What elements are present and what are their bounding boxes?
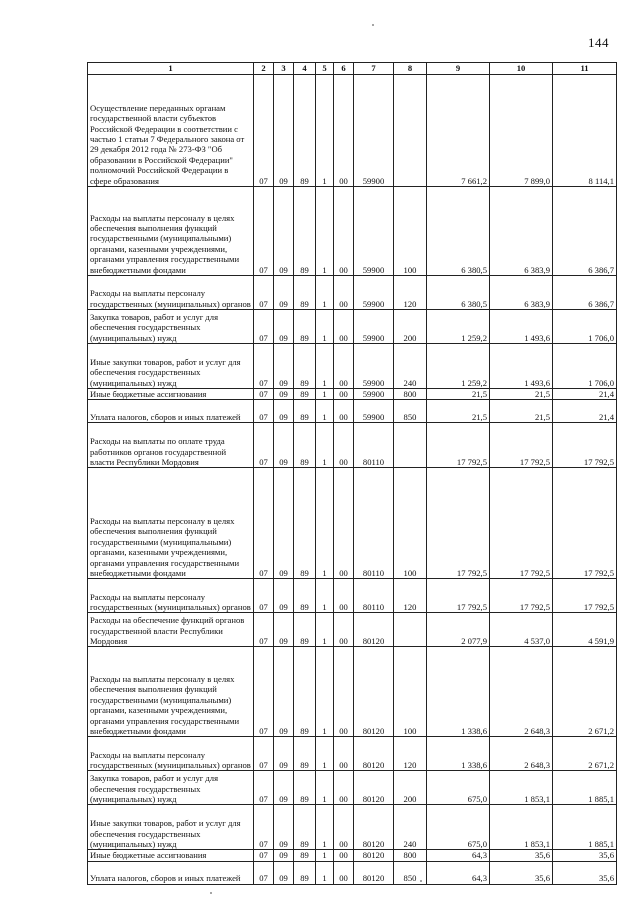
column-header-7: 7: [354, 63, 394, 75]
code-cell-c2: 07: [254, 468, 274, 579]
row-name-cell: Расходы на выплаты персоналу государственных (муниципальных) органов: [88, 276, 254, 310]
amount-cell-c11: 21,4: [553, 400, 617, 423]
code-cell-c8: 120: [394, 579, 427, 613]
table-row: [88, 850, 617, 861]
amount-cell-c10: 35,6: [490, 850, 553, 861]
code-cell-c4: 89: [294, 647, 316, 737]
column-header-4: 4: [294, 63, 316, 75]
amount-cell-c9: 675,0: [427, 805, 490, 850]
code-cell-c4: 89: [294, 771, 316, 805]
column-header-5: 5: [316, 63, 334, 75]
amount-cell-c11: 2 671,2: [553, 737, 617, 771]
amount-cell-c9: 17 792,5: [427, 468, 490, 579]
code-cell-c8: 200: [394, 771, 427, 805]
code-cell-c8: 100: [394, 468, 427, 579]
amount-cell-c9: 7 661,2: [427, 75, 490, 187]
table-row: [88, 613, 617, 647]
table-row: [88, 647, 617, 737]
code-cell-c6: 00: [334, 389, 354, 400]
scan-speck: [210, 892, 212, 894]
column-header-1: 1: [88, 63, 254, 75]
code-cell-c2: 07: [254, 75, 274, 187]
amount-cell-c11: 8 114,1: [553, 75, 617, 187]
amount-cell-c11: 6 386,7: [553, 276, 617, 310]
code-cell-c8: 100: [394, 187, 427, 276]
code-cell-c3: 09: [274, 310, 294, 344]
code-cell-c5: 1: [316, 579, 334, 613]
code-cell-c2: 07: [254, 613, 274, 647]
code-cell-c3: 09: [274, 187, 294, 276]
code-cell-c3: 09: [274, 861, 294, 884]
code-cell-c4: 89: [294, 423, 316, 468]
amount-cell-c11: 1 706,0: [553, 310, 617, 344]
code-cell-c7: 59900: [354, 400, 394, 423]
code-cell-c8: [394, 75, 427, 187]
code-cell-c8: 120: [394, 737, 427, 771]
code-cell-c3: 09: [274, 647, 294, 737]
code-cell-c7: 80120: [354, 647, 394, 737]
amount-cell-c10: 21,5: [490, 400, 553, 423]
table-row: [88, 276, 617, 310]
code-cell-c4: 89: [294, 187, 316, 276]
code-cell-c3: 09: [274, 805, 294, 850]
code-cell-c5: 1: [316, 389, 334, 400]
code-cell-c8: 850: [394, 400, 427, 423]
code-cell-c5: 1: [316, 310, 334, 344]
row-name-cell: Осуществление переданных органам государственной власти субъектов Российской Федерации в соответствии с частью 1 статьи 7 Федерального закона от 29 декабря 2012 года № 273-ФЗ "Об образовании в Российской Федерации" полномочий Российской Федерации в сфере образования: [88, 75, 254, 187]
column-header-6: 6: [334, 63, 354, 75]
table-row: [88, 75, 617, 187]
row-name-cell: Закупка товаров, работ и услуг для обеспечения государственных (муниципальных) нужд: [88, 771, 254, 805]
code-cell-c4: 89: [294, 737, 316, 771]
amount-cell-c11: 17 792,5: [553, 423, 617, 468]
code-cell-c7: 80110: [354, 468, 394, 579]
code-cell-c4: 89: [294, 344, 316, 389]
row-name-cell: Расходы на выплаты персоналу в целях обеспечения выполнения функций государственными (муниципальными) органами, казенными учреждениями, органами управления государственными внебюджетными фондами: [88, 468, 254, 579]
amount-cell-c11: 4 591,9: [553, 613, 617, 647]
amount-cell-c11: 35,6: [553, 850, 617, 861]
code-cell-c4: 89: [294, 468, 316, 579]
code-cell-c4: 89: [294, 75, 316, 187]
code-cell-c2: 07: [254, 579, 274, 613]
table-row: [88, 468, 617, 579]
code-cell-c6: 00: [334, 805, 354, 850]
code-cell-c7: 80120: [354, 613, 394, 647]
code-cell-c4: 89: [294, 579, 316, 613]
amount-cell-c10: 17 792,5: [490, 423, 553, 468]
row-name-cell: Расходы на выплаты персоналу в целях обеспечения выполнения функций государственными (муниципальными) органами, казенными учреждениями, органами управления государственными внебюджетными фондами: [88, 647, 254, 737]
code-cell-c2: 07: [254, 850, 274, 861]
table-row: [88, 805, 617, 850]
code-cell-c5: 1: [316, 805, 334, 850]
scan-speck: [420, 880, 422, 882]
table-row: [88, 400, 617, 423]
code-cell-c3: 09: [274, 613, 294, 647]
code-cell-c2: 07: [254, 805, 274, 850]
amount-cell-c10: 35,6: [490, 861, 553, 884]
code-cell-c7: 80120: [354, 805, 394, 850]
table-header-row: [88, 63, 617, 75]
code-cell-c7: 59900: [354, 276, 394, 310]
code-cell-c4: 89: [294, 276, 316, 310]
column-header-8: 8: [394, 63, 427, 75]
code-cell-c6: 00: [334, 861, 354, 884]
table-row: [88, 344, 617, 389]
column-header-2: 2: [254, 63, 274, 75]
amount-cell-c10: 2 648,3: [490, 737, 553, 771]
page-number: 144: [588, 35, 609, 50]
code-cell-c6: 00: [334, 344, 354, 389]
code-cell-c2: 07: [254, 737, 274, 771]
code-cell-c6: 00: [334, 310, 354, 344]
amount-cell-c11: 2 671,2: [553, 647, 617, 737]
code-cell-c5: 1: [316, 861, 334, 884]
code-cell-c8: 240: [394, 805, 427, 850]
code-cell-c6: 00: [334, 423, 354, 468]
row-name-cell: Расходы на обеспечение функций органов государственной власти Республики Мордовия: [88, 613, 254, 647]
code-cell-c2: 07: [254, 276, 274, 310]
amount-cell-c9: 2 077,9: [427, 613, 490, 647]
amount-cell-c10: 7 899,0: [490, 75, 553, 187]
amount-cell-c9: 1 338,6: [427, 737, 490, 771]
amount-cell-c10: 1 853,1: [490, 805, 553, 850]
code-cell-c4: 89: [294, 613, 316, 647]
code-cell-c8: 100: [394, 647, 427, 737]
amount-cell-c10: 1 493,6: [490, 344, 553, 389]
code-cell-c3: 09: [274, 389, 294, 400]
code-cell-c5: 1: [316, 737, 334, 771]
table-row: [88, 310, 617, 344]
row-name-cell: Иные бюджетные ассигнования: [88, 850, 254, 861]
table-row: [88, 389, 617, 400]
code-cell-c6: 00: [334, 647, 354, 737]
code-cell-c2: 07: [254, 647, 274, 737]
code-cell-c2: 07: [254, 344, 274, 389]
code-cell-c6: 00: [334, 276, 354, 310]
code-cell-c3: 09: [274, 737, 294, 771]
table-row: [88, 579, 617, 613]
code-cell-c6: 00: [334, 400, 354, 423]
amount-cell-c9: 1 259,2: [427, 344, 490, 389]
amount-cell-c10: 6 383,9: [490, 276, 553, 310]
code-cell-c4: 89: [294, 310, 316, 344]
row-name-cell: Уплата налогов, сборов и иных платежей: [88, 861, 254, 884]
amount-cell-c10: 21,5: [490, 389, 553, 400]
code-cell-c5: 1: [316, 850, 334, 861]
amount-cell-c11: 21,4: [553, 389, 617, 400]
amount-cell-c9: 6 380,5: [427, 276, 490, 310]
code-cell-c3: 09: [274, 344, 294, 389]
amount-cell-c11: 35,6: [553, 861, 617, 884]
code-cell-c7: 59900: [354, 75, 394, 187]
table-row: [88, 423, 617, 468]
code-cell-c5: 1: [316, 187, 334, 276]
amount-cell-c9: 21,5: [427, 400, 490, 423]
code-cell-c6: 00: [334, 771, 354, 805]
code-cell-c5: 1: [316, 647, 334, 737]
code-cell-c5: 1: [316, 771, 334, 805]
code-cell-c4: 89: [294, 850, 316, 861]
amount-cell-c9: 6 380,5: [427, 187, 490, 276]
code-cell-c2: 07: [254, 389, 274, 400]
row-name-cell: Уплата налогов, сборов и иных платежей: [88, 400, 254, 423]
code-cell-c2: 07: [254, 310, 274, 344]
row-name-cell: Расходы на выплаты по оплате труда работников органов государственной власти Республики Мордовия: [88, 423, 254, 468]
column-header-11: 11: [553, 63, 617, 75]
amount-cell-c11: 6 386,7: [553, 187, 617, 276]
code-cell-c6: 00: [334, 75, 354, 187]
amount-cell-c11: 1 706,0: [553, 344, 617, 389]
code-cell-c7: 80120: [354, 861, 394, 884]
row-name-cell: Иные закупки товаров, работ и услуг для обеспечения государственных (муниципальных) нужд: [88, 805, 254, 850]
code-cell-c7: 80110: [354, 423, 394, 468]
code-cell-c3: 09: [274, 400, 294, 423]
code-cell-c7: 80120: [354, 850, 394, 861]
amount-cell-c11: 1 885,1: [553, 805, 617, 850]
code-cell-c4: 89: [294, 389, 316, 400]
code-cell-c8: 200: [394, 310, 427, 344]
budget-table: [87, 62, 617, 885]
row-name-cell: Расходы на выплаты персоналу государственных (муниципальных) органов: [88, 579, 254, 613]
code-cell-c5: 1: [316, 276, 334, 310]
code-cell-c4: 89: [294, 805, 316, 850]
code-cell-c5: 1: [316, 613, 334, 647]
code-cell-c5: 1: [316, 400, 334, 423]
code-cell-c7: 59900: [354, 187, 394, 276]
amount-cell-c10: 1 853,1: [490, 771, 553, 805]
code-cell-c5: 1: [316, 75, 334, 187]
amount-cell-c9: 17 792,5: [427, 423, 490, 468]
column-header-10: 10: [490, 63, 553, 75]
row-name-cell: Закупка товаров, работ и услуг для обеспечения государственных (муниципальных) нужд: [88, 310, 254, 344]
amount-cell-c9: 21,5: [427, 389, 490, 400]
code-cell-c2: 07: [254, 771, 274, 805]
code-cell-c8: 800: [394, 389, 427, 400]
code-cell-c6: 00: [334, 187, 354, 276]
amount-cell-c9: 64,3: [427, 850, 490, 861]
amount-cell-c11: 1 885,1: [553, 771, 617, 805]
amount-cell-c10: 17 792,5: [490, 468, 553, 579]
code-cell-c7: 59900: [354, 344, 394, 389]
amount-cell-c9: 64,3: [427, 861, 490, 884]
code-cell-c3: 09: [274, 423, 294, 468]
amount-cell-c10: 1 493,6: [490, 310, 553, 344]
row-name-cell: Иные закупки товаров, работ и услуг для обеспечения государственных (муниципальных) нужд: [88, 344, 254, 389]
table-row: [88, 187, 617, 276]
code-cell-c8: 800: [394, 850, 427, 861]
code-cell-c6: 00: [334, 737, 354, 771]
code-cell-c2: 07: [254, 423, 274, 468]
code-cell-c5: 1: [316, 468, 334, 579]
code-cell-c8: 850: [394, 861, 427, 884]
code-cell-c8: [394, 613, 427, 647]
code-cell-c5: 1: [316, 344, 334, 389]
code-cell-c7: 80120: [354, 771, 394, 805]
code-cell-c3: 09: [274, 850, 294, 861]
code-cell-c8: 120: [394, 276, 427, 310]
column-header-9: 9: [427, 63, 490, 75]
table-row: [88, 737, 617, 771]
amount-cell-c9: 675,0: [427, 771, 490, 805]
code-cell-c2: 07: [254, 187, 274, 276]
column-header-3: 3: [274, 63, 294, 75]
code-cell-c4: 89: [294, 400, 316, 423]
table-body: [88, 75, 617, 885]
code-cell-c7: 80120: [354, 737, 394, 771]
code-cell-c7: 59900: [354, 389, 394, 400]
amount-cell-c11: 17 792,5: [553, 579, 617, 613]
code-cell-c8: [394, 423, 427, 468]
code-cell-c3: 09: [274, 276, 294, 310]
amount-cell-c9: 1 338,6: [427, 647, 490, 737]
table-row: [88, 861, 617, 884]
amount-cell-c10: 17 792,5: [490, 579, 553, 613]
code-cell-c7: 80110: [354, 579, 394, 613]
amount-cell-c10: 4 537,0: [490, 613, 553, 647]
code-cell-c6: 00: [334, 850, 354, 861]
code-cell-c2: 07: [254, 861, 274, 884]
amount-cell-c10: 6 383,9: [490, 187, 553, 276]
row-name-cell: Расходы на выплаты персоналу государственных (муниципальных) органов: [88, 737, 254, 771]
code-cell-c3: 09: [274, 771, 294, 805]
amount-cell-c9: 17 792,5: [427, 579, 490, 613]
amount-cell-c9: 1 259,2: [427, 310, 490, 344]
code-cell-c8: 240: [394, 344, 427, 389]
row-name-cell: Расходы на выплаты персоналу в целях обеспечения выполнения функций государственными (муниципальными) органами, казенными учреждениями, органами управления государственными внебюджетными фондами: [88, 187, 254, 276]
code-cell-c5: 1: [316, 423, 334, 468]
code-cell-c3: 09: [274, 75, 294, 187]
amount-cell-c10: 2 648,3: [490, 647, 553, 737]
code-cell-c3: 09: [274, 579, 294, 613]
code-cell-c3: 09: [274, 468, 294, 579]
code-cell-c6: 00: [334, 579, 354, 613]
amount-cell-c11: 17 792,5: [553, 468, 617, 579]
code-cell-c4: 89: [294, 861, 316, 884]
row-name-cell: Иные бюджетные ассигнования: [88, 389, 254, 400]
code-cell-c6: 00: [334, 468, 354, 579]
table-row: [88, 771, 617, 805]
code-cell-c6: 00: [334, 613, 354, 647]
code-cell-c2: 07: [254, 400, 274, 423]
code-cell-c7: 59900: [354, 310, 394, 344]
scan-speck: [372, 24, 374, 26]
